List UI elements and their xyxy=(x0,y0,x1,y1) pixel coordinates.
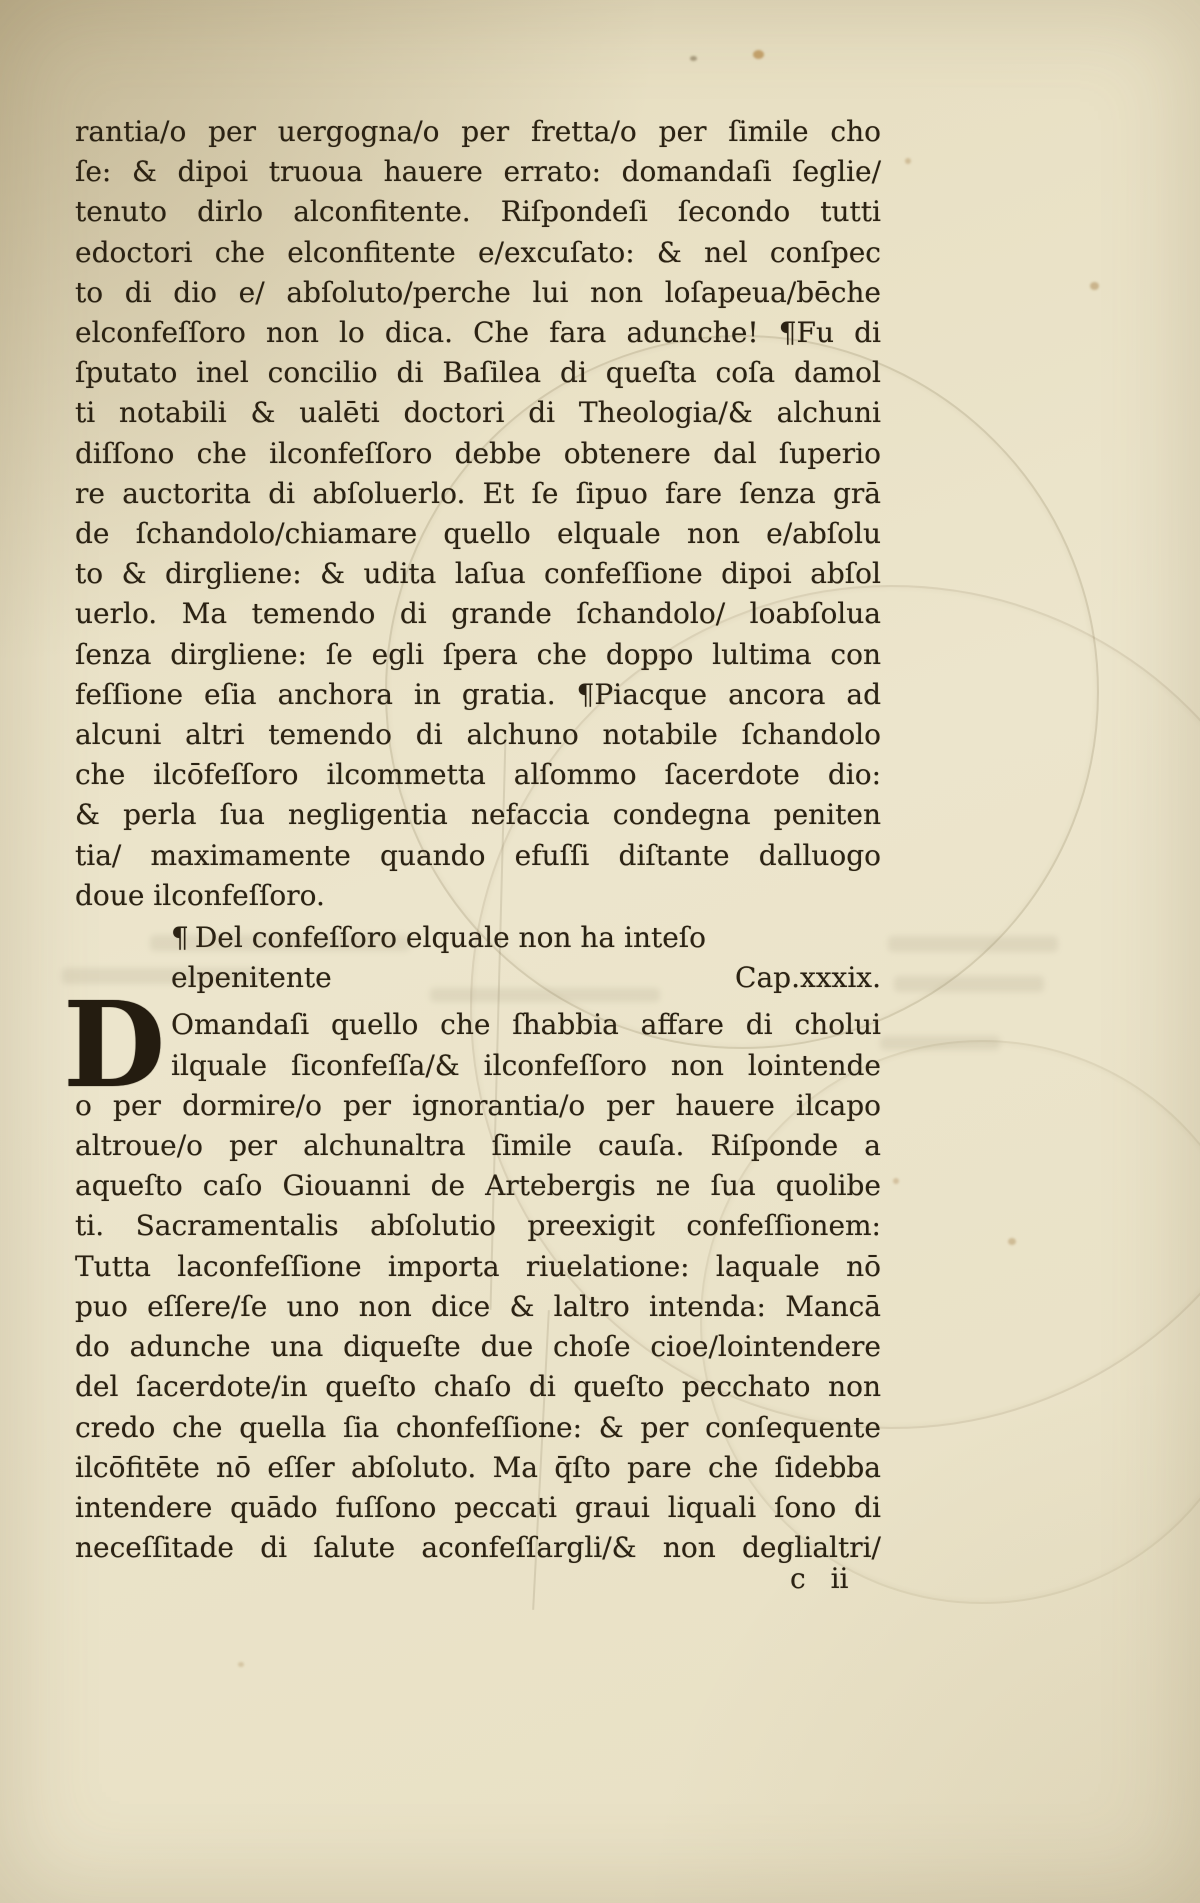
text-line: & perla ſua negligentia nefaccia condegna peniten xyxy=(75,798,881,832)
foxing-spot xyxy=(1090,282,1099,290)
text-line: o per dormire/o per ignorantia/o per hauere ilcapo xyxy=(75,1088,881,1122)
text-line: Omandaſi quello che ſhabbia affare di cholui xyxy=(171,1008,881,1042)
text-line: ilquale ſiconfeſſa/& ilconfeſſoro non lointende xyxy=(171,1048,881,1082)
capitulum-mark: ¶ xyxy=(171,921,189,955)
text-line: tia/ maximamente quando efuſſi diſtante dalluogo xyxy=(75,838,881,872)
text-line: che ilcōfeſſoro ilcommetta alſommo ſacerdote dio: xyxy=(75,758,881,792)
text-line: neceſſitade di ſalute aconfeſſargli/& non deglialtri/ xyxy=(75,1531,881,1565)
chapter-heading xyxy=(75,918,881,998)
text-line: ſputato inel concilio di Baſilea di queſta coſa damol xyxy=(75,356,881,390)
text-line: ſenza dirgliene: ſe egli ſpera che doppo lultima con xyxy=(75,637,881,671)
text-block xyxy=(63,112,881,1568)
text-line: doue ilconfeſſoro. xyxy=(75,878,325,912)
text-line: altroue/o per alchunaltra ſimile cauſa. Riſponde a xyxy=(75,1129,881,1163)
text-line: do adunche una diqueſte due choſe cioe/lointendere xyxy=(75,1330,881,1364)
text-line: Tutta laconfeſſione importa riuelatione: laquale nō xyxy=(75,1249,881,1283)
foxing-spot xyxy=(753,50,764,59)
chapter-subject: elpenitente xyxy=(171,961,332,995)
text-line: feſſione eſia anchora in gratia. ¶Piacque ancora ad xyxy=(75,677,881,711)
chapter-number: Cap.xxxix. xyxy=(735,961,881,995)
foxing-spot xyxy=(238,1662,244,1667)
verso-showthrough xyxy=(888,936,1058,952)
text-line: elconfeſſoro non lo dica. Che fara adunche! ¶Fu di xyxy=(75,316,881,350)
quire-signature: c ii xyxy=(790,1562,849,1595)
text-line: ti. Sacramentalis abſolutio preexigit confeſſionem: xyxy=(75,1209,881,1243)
chapter-heading-subline xyxy=(171,958,881,998)
text-line: tenuto dirlo alconfitente. Riſpondeſi ſecondo tutti xyxy=(75,195,881,229)
text-line: to di dio e/ abſoluto/perche lui non loſapeua/bēche xyxy=(75,275,881,309)
foxing-spot xyxy=(1008,1238,1016,1245)
text-line: del ſacerdote/in queſto chaſo di queſto pecchato non xyxy=(75,1370,881,1404)
text-line: de ſchandolo/chiamare quello elquale non e/abſolu xyxy=(75,517,881,551)
ink-speck xyxy=(690,56,697,61)
text-line: aqueſto caſo Giouanni de Artebergis ne ſua quolibe xyxy=(75,1169,881,1203)
text-line: ilcōfitēte nō eſſer abſoluto. Ma q̄ſto pare che ſidebba xyxy=(75,1450,881,1484)
foxing-spot xyxy=(905,158,911,164)
text-line: ſe: & dipoi truoua hauere errato: domandaſi ſeglie/ xyxy=(75,155,881,189)
text-line: rantia/o per uergogna/o per fretta/o per ſimile cho xyxy=(75,115,881,148)
text-line: re auctorita di abſoluerlo. Et ſe ſipuo fare ſenza grā xyxy=(75,476,881,510)
verso-showthrough xyxy=(880,1036,1000,1050)
text-line: alcuni altri temendo di alchuno notabile ſchandolo xyxy=(75,718,881,752)
text-line: to & dirgliene: & udita laſua confeſſione dipoi abſol xyxy=(75,557,881,591)
chapter-title-text: Del confeſſoro elquale non ha inteſo xyxy=(194,921,707,955)
verso-showthrough xyxy=(894,976,1044,992)
text-line: uerlo. Ma temendo di grande ſchandolo/ loabſolua xyxy=(75,597,881,631)
text-line: edoctori che elconfitente e/excuſato: & nel conſpec xyxy=(75,235,881,269)
chapter-heading-title xyxy=(171,918,881,958)
text-line: diſſono che ilconfeſſoro debbe obtenere dal ſuperio xyxy=(75,436,881,470)
drop-cap-initial: D xyxy=(63,975,166,1115)
text-line: intendere quādo fuſſono peccati graui liquali ſono di xyxy=(75,1490,881,1524)
text-line: ti notabili & ualēti doctori di Theologia/& alchuni xyxy=(75,396,881,430)
foxing-spot xyxy=(893,1178,899,1184)
text-line: credo che quella ſia chonfeſſione: & per conſequente xyxy=(75,1410,881,1444)
text-line: puo eſſere/ſe uno non dice & laltro intenda: Mancā xyxy=(75,1289,881,1323)
paragraph-1 xyxy=(75,112,881,916)
